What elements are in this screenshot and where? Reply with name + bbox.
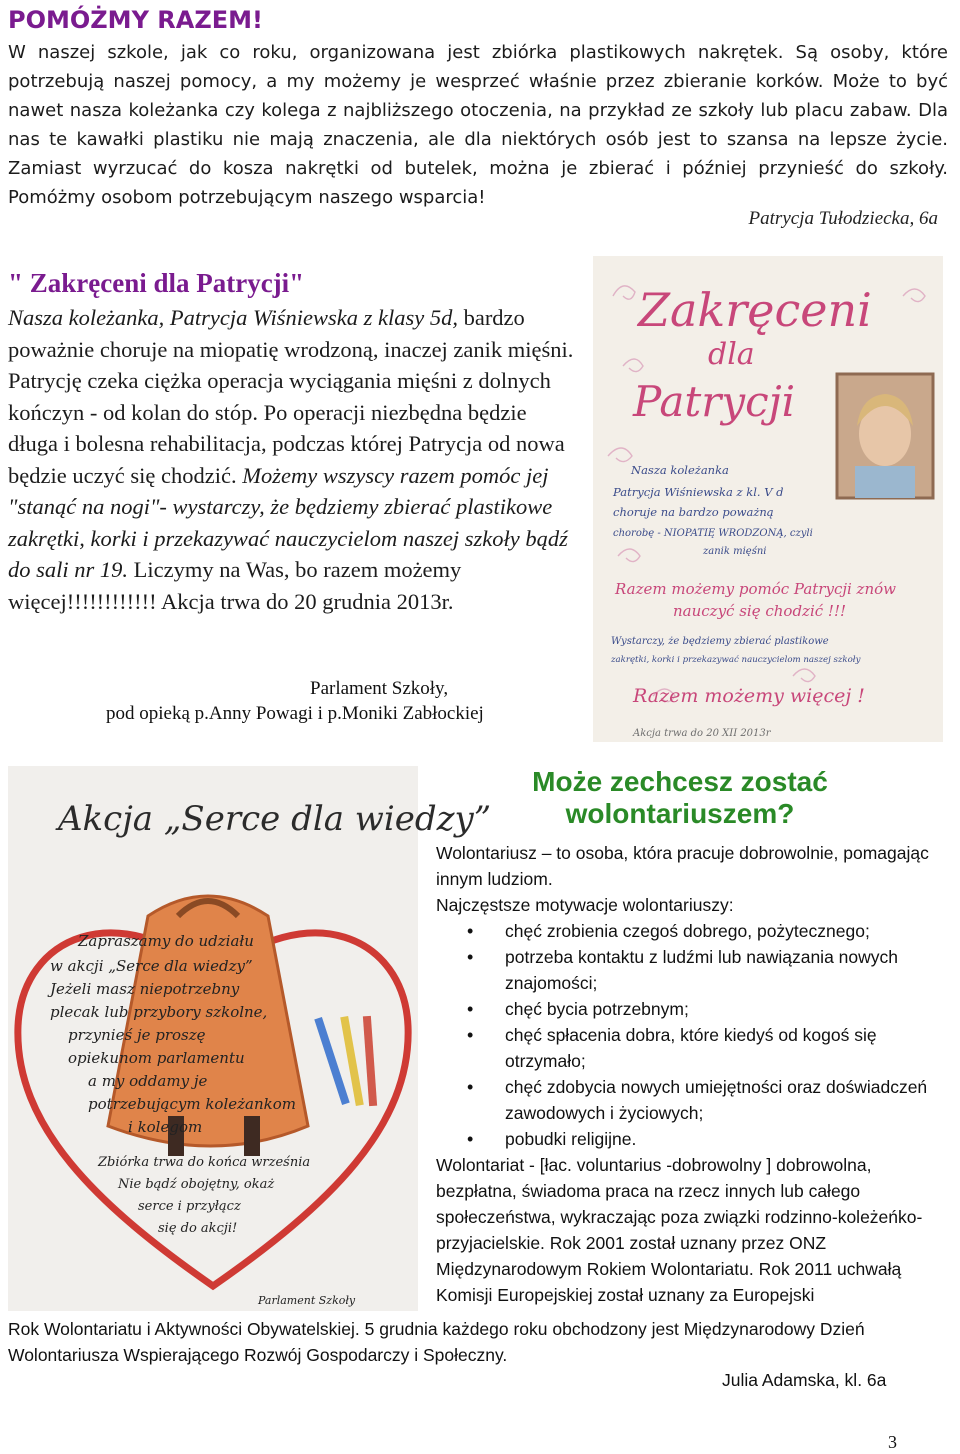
page-number: 3: [888, 1432, 897, 1452]
poster-text: nauczyć się chodzić !!!: [673, 602, 846, 620]
list-item: • chęć bycia potrzebnym;: [505, 996, 936, 1022]
poster-text: Akcja trwa do 20 XII 2013r: [633, 728, 771, 739]
poster-text: zanik mięśni: [703, 546, 767, 557]
list-item: • chęć zdobycia nowych umiejętności oraz doświadczeń zawodowych i życiowych;: [505, 1074, 936, 1126]
article-text: Wolontariat - [łac. voluntarius -dobrowolny ] dobrowolna, bezpłatna, świadoma praca na rzecz innych lub całego społeczeństwa, wykraczając poza związki rodzinno-koleżeńko- przyjacielskie. Rok 2001 został uznany przez ONZ Międzynarodowym Rokiem Wolontariatu. Rok 2011 uchwałą Komisji Europejskiej został uznany za Europejski: [436, 1155, 923, 1305]
article-text: bardzo poważnie choruje na miopatię wrodzoną, inaczej zanik mięśni. Patrycję czeka ciężka operacja wyciągania mięśni z dolnych kończyn - od kolan do stóp.: [8, 305, 574, 425]
article-text: Po operacji niezbędna będzie długa i bolesna rehabilitacja, podczas której Patrycja od nowa będzie uczyć się chodzić.: [8, 399, 565, 488]
article-text: Akcja trwa do 20 grudnia 2013r.: [161, 588, 454, 614]
poster-text: Nie bądź obojętny, okaż: [118, 1177, 275, 1192]
poster-heading: Zakręceni: [638, 283, 872, 337]
article-signature: Parlament Szkoły,: [310, 678, 449, 699]
poster-text: serce i przyłącz: [138, 1199, 241, 1214]
poster-text: Zapraszamy do udziału: [78, 932, 254, 950]
poster-text: a my oddamy je: [88, 1072, 208, 1090]
article-author: Patrycja Tułodziecka, 6a: [748, 208, 938, 229]
poster-text: Razem możemy pomóc Patrycji znów: [615, 580, 896, 598]
list-item: • chęć zrobienia czegoś dobrego, pożytecznego;: [505, 918, 936, 944]
article-signature: pod opieką p.Anny Powagi i p.Moniki Zabłockiej: [106, 703, 484, 724]
poster-serce-dla-wiedzy: [8, 766, 492, 1311]
poster-text: Zbiórka trwa do końca września: [98, 1155, 311, 1170]
poster-text: opiekunom parlamentu: [68, 1049, 245, 1067]
poster-text: Patrycja Wiśniewska z kl. V d: [613, 485, 784, 499]
poster-text: Wystarczy, że będziemy zbierać plastikowe: [611, 636, 829, 647]
poster-text: Razem możemy więcej !: [633, 685, 865, 707]
poster-text: przynieś je proszę: [68, 1026, 206, 1044]
poster-text: w akcji „Serce dla wiedzy”: [50, 957, 253, 975]
article-text: Liczymy na Was, bo razem możemy więcej!!!!!!!!!!!!: [8, 557, 462, 614]
list-item: • chęć spłacenia dobra, które kiedyś od kogoś się otrzymało;: [505, 1022, 936, 1074]
article-body: [436, 840, 936, 1308]
article-title: POMÓŻMY RAZEM!: [8, 6, 263, 34]
article-text: Nasza koleżanka, Patrycja Wiśniewska z klasy 5d,: [8, 305, 458, 330]
article-text: Wolontariusz – to osoba, która pracuje dobrowolnie, pomagając innym ludziom.: [436, 843, 929, 889]
poster-text: i kolegom: [128, 1118, 203, 1136]
article-text: Najczęstsze motywacje wolontariuszy:: [436, 895, 734, 915]
article-title: Może zechcesz zostać wolontariuszem?: [532, 766, 828, 829]
poster-text: plecak lub przybory szkolne,: [50, 1003, 268, 1021]
article-text: Możemy wszyscy razem pomóc jej "stanąć na nogi"- wystarczy, że będziemy zbierać plastikowe zakrętki, korki i przekazywać nauczycielom naszej szkoły bądź do sali nr 19.: [8, 462, 568, 582]
article-title: " Zakręceni dla Patrycji": [8, 268, 305, 298]
poster-text: Jeżeli masz niepotrzebny: [50, 980, 240, 998]
list-item: • pobudki religijne.: [505, 1126, 936, 1152]
poster-text: chorobę - NIOPATIĘ WRODZONĄ, czyli: [613, 528, 813, 539]
article-body: W naszej szkole, jak co roku, organizowana jest zbiórka plastikowych nakrętek. Są osoby, które potrzebują naszej pomocy, a my możemy je wesprzeć właśnie przez zbieranie korków. Może to być nawet nasza koleżanka czy kolega z najbliższego otoczenia, na przykład ze szkoły lub placu zabaw. Dla nas te kawałki plastiku nie mają znaczenia, ale dla niektórych osób jest to szansa na lepsze życie. Zamiast wyrzucać do kosza nakrętki od butelek, można je zbierać i później przynieść do szkoły. Pomóżmy osobom potrzebującym naszego wsparcia!: [8, 42, 948, 208]
poster-heading: Patrycji: [633, 377, 796, 426]
article-text: Rok Wolontariatu i Aktywności Obywatelskiej. 5 grudnia każdego roku obchodzony jest Międzynarodowy Dzień Wolontariusza Wspierającego Rozwój Gospodarczy i Społeczny.: [8, 1319, 865, 1365]
motivation-list: [436, 918, 936, 1152]
poster-text: Nasza koleżanka: [631, 463, 729, 477]
article-body: [8, 302, 578, 617]
poster-text: potrzebującym koleżankom: [88, 1095, 296, 1113]
poster-text: zakrętki, korki i przekazywać nauczycielom naszej szkoły: [611, 655, 861, 665]
girl-photo: [837, 374, 933, 498]
poster-heading: dla: [708, 337, 755, 372]
article-author: Julia Adamska, kl. 6a: [722, 1370, 887, 1390]
poster-text: Parlament Szkoły: [258, 1294, 356, 1307]
poster-text: się do akcji!: [158, 1221, 238, 1236]
poster-heading: Akcja „Serce dla wiedzy”: [58, 799, 492, 839]
list-item: • potrzeba kontaktu z ludźmi lub nawiązania nowych znajomości;: [505, 944, 936, 996]
poster-zakreceni: [593, 256, 943, 742]
poster-text: choruje na bardzo poważną: [613, 505, 774, 519]
